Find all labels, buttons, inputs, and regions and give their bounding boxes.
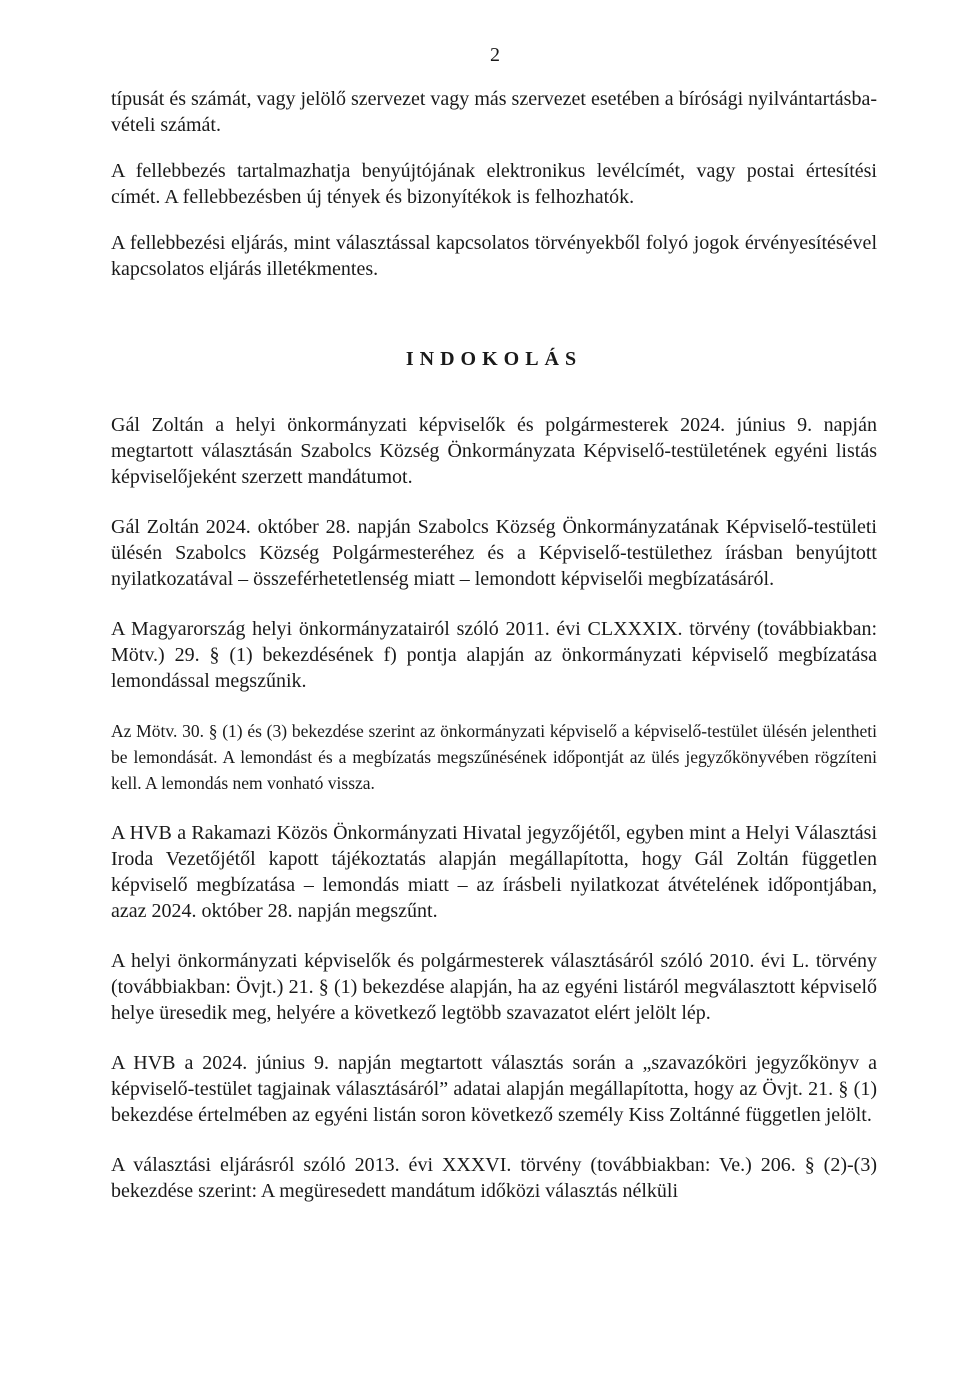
- paragraph-motv-30: Az Mötv. 30. § (1) és (3) bekezdése szerint az önkormányzati képviselő a képviselő-testület ülésén jelentheti be lemondását. A lemondást és a megbízatás megszűnésének időpontját az ülés jegyzőkönyvében rögzíteni kell. A lemondás nem vonható vissza.: [111, 721, 877, 793]
- paragraph-motv-29: A Magyarország helyi önkormányzatairól szóló 2011. évi CLXXXIX. törvény (továbbiakban: Mötv.) 29. § (1) bekezdésének f) pontja alapján az önkormányzati képviselő megbízatása lemondással megszűnik.: [111, 618, 877, 692]
- document-body: [111, 86, 877, 1228]
- paragraph-mandate: Gál Zoltán a helyi önkormányzati képviselők és polgármesterek 2024. június 9. napján megtartott választásán Szabolcs Község Önkormányzata Képviselő-testületének egyéni listás képviselőjeként szerzett mandátumot.: [111, 414, 877, 488]
- paragraph-resignation: Gál Zoltán 2024. október 28. napján Szabolcs Község Önkormányzatának Képviselő-testületi ülésén Szabolcs Község Polgármesteréhez és a Képviselő-testülethez írásban benyújtott nyilatkozatával – összeférhetetlenség miatt – lemondott képviselői megbízatásáról.: [111, 516, 877, 590]
- paragraph-ovjt-21: A helyi önkormányzati képviselők és polgármesterek választásáról szóló 2010. évi L. törvény (továbbiakban: Övjt.) 21. § (1) bekezdése alapján, ha az egyéni listáról megválasztott képviselő helye üresedik meg, helyére a következő legtöbb szavazatot elért jelölt lép.: [111, 950, 877, 1024]
- paragraph-continuation: típusát és számát, vagy jelölő szervezet vagy más szervezet esetében a bírósági nyilvántartásba-vételi számát.: [111, 88, 877, 136]
- page-number: 2: [490, 44, 500, 66]
- paragraph-appeal-contact: A fellebbezés tartalmazhatja benyújtójának elektronikus levélcímét, vagy postai értesítési címét. A fellebbezésben új tények és bizonyítékok is felhozhatók.: [111, 160, 877, 208]
- paragraph-ve-206: A választási eljárásról szóló 2013. évi XXXVI. törvény (továbbiakban: Ve.) 206. § (2)-(3) bekezdése szerint: A megüresedett mandátum időközi választás nélküli: [111, 1154, 877, 1202]
- section-heading: INDOKOLÁS: [405, 348, 583, 370]
- paragraph-next-candidate: A HVB a 2024. június 9. napján megtartott választás során a „szavazóköri jegyzőkönyv a képviselő-testület tagjainak választásáról” adatai alapján megállapította, hogy az Övjt. 21. § (1) bekezdése értelmében az egyéni listán soron következő személy Kiss Zoltánné független jelölt.: [111, 1052, 877, 1126]
- paragraph-hvb-finding: A HVB a Rakamazi Közös Önkormányzati Hivatal jegyzőjétől, egyben mint a Helyi Választási Iroda Vezetőjétől kapott tájékoztatás alapján megállapította, hogy Gál Zoltán független képviselő megbízatása – lemondás miatt – az írásbeli nyilatkozat átvételének időpontjában, azaz 2024. október 28. napján megszűnt.: [111, 822, 877, 922]
- paragraph-appeal-fee: A fellebbezési eljárás, mint választással kapcsolatos törvényekből folyó jogok érvényesítésével kapcsolatos eljárás illetékmentes.: [111, 232, 877, 280]
